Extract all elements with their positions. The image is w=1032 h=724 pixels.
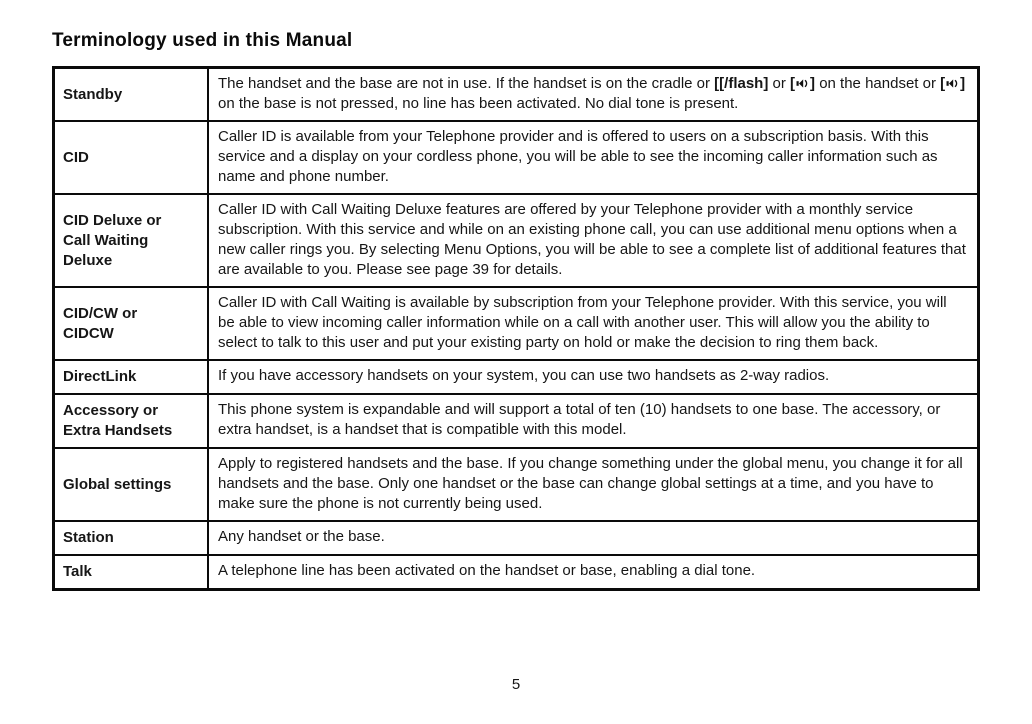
definition-cell: Caller ID with Call Waiting Deluxe features are offered by your Telephone provider with a monthly service subscription. With this service and while on an existing phone call, you can use additional menu options when a new caller rings you. By selecting Menu Options, you will be able to see a complete list of additional features that are available to you. Please see page 39 for details. — [208, 194, 979, 287]
table-row — [54, 121, 979, 194]
definition-cell — [208, 68, 979, 122]
term-cell: Accessory or Extra Handsets — [54, 394, 209, 448]
table-row — [54, 555, 979, 590]
definition-text: on the handset or — [815, 75, 941, 92]
table-row — [54, 287, 979, 360]
term-cell: DirectLink — [54, 360, 209, 394]
term-cell: Standby — [54, 68, 209, 122]
definition-cell: If you have accessory handsets on your system, you can use two handsets as 2-way radios. — [208, 360, 979, 394]
definition-text: on the base is not pressed, no line has been activated. No dial tone is present. — [218, 95, 739, 112]
definition-cell: This phone system is expandable and will support a total of ten (10) handsets to one base. The accessory, or extra handset, is a handset that is compatible with this model. — [208, 394, 979, 448]
table-row — [54, 394, 979, 448]
page-title: Terminology used in this Manual — [52, 30, 353, 51]
terminology-table-body — [54, 68, 979, 590]
page-number: 5 — [511, 676, 521, 693]
table-row — [54, 448, 979, 521]
term-cell: Global settings — [54, 448, 209, 521]
definition-cell: Caller ID with Call Waiting is available by subscription from your Telephone provider. With this service, you will be able to view incoming caller information while on a call with another user. This will allow you the ability to select to talk to this user and put your existing party on hold or make the decision to ring them back. — [208, 287, 979, 360]
table-row — [54, 360, 979, 394]
definition-text: or — [768, 75, 791, 92]
term-cell: CID/CW or CIDCW — [54, 287, 209, 360]
table-row — [54, 68, 979, 122]
table-row — [54, 521, 979, 555]
table-row — [54, 194, 979, 287]
term-cell: Talk — [54, 555, 209, 590]
definition-cell: A telephone line has been activated on the handset or base, enabling a dial tone. — [208, 555, 979, 590]
definition-cell: Caller ID is available from your Telephone provider and is offered to users on a subscription basis. With this service and a display on your cordless phone, you will be able to see the incoming caller information such as name and phone number. — [208, 121, 979, 194]
definition-cell: Any handset or the base. — [208, 521, 979, 555]
definition-cell: Apply to registered handsets and the base. If you change something under the global menu, you change it for all handsets and the base. Only one handset or the base can change global settings at a time, and you have to make sure the phone is not currently being used. — [208, 448, 979, 521]
speaker-key-icon: [ ] — [790, 75, 816, 92]
flash-key-label: [[/flash] — [714, 75, 769, 92]
term-cell: CID Deluxe or Call Waiting Deluxe — [54, 194, 209, 287]
definition-text: The handset and the base are not in use. If the handset is on the cradle or — [218, 75, 715, 92]
term-cell: Station — [54, 521, 209, 555]
term-cell: CID — [54, 121, 209, 194]
speaker-key-icon: [ ] — [940, 75, 966, 92]
terminology-table — [52, 66, 980, 591]
